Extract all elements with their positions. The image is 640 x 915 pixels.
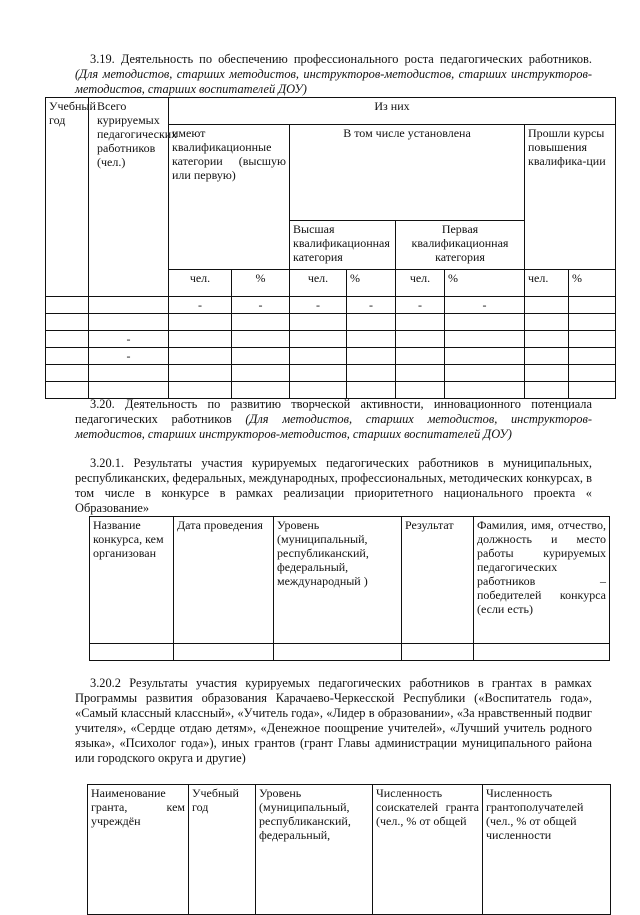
table-row (46, 297, 616, 314)
header-total: Всего курируемых педагогических работников (чел.) (89, 98, 169, 297)
section-3-20-1-heading (75, 456, 592, 516)
header-level: Уровень (муниципальный, республиканский, федеральный, международный ) (274, 517, 402, 644)
header-result: Результат (402, 517, 474, 644)
header-highest-category: Высшая квалификационная категория (290, 221, 396, 270)
dash-cell: - (347, 297, 396, 314)
unit-people: чел. (525, 270, 569, 297)
dash-cell: - (290, 297, 347, 314)
dash-cell: - (445, 297, 525, 314)
dash-cell: - (89, 331, 169, 348)
section-3-19-heading (75, 52, 592, 97)
contests-table (89, 516, 610, 661)
unit-people: чел. (290, 270, 347, 297)
header-winners: Фамилия, имя, отчество, должность и место работы курируемых педагогических работников – победителей конкурса (если есть) (474, 517, 610, 644)
header-year: Учебный год (189, 785, 256, 915)
table-row (46, 314, 616, 331)
section-3-20-text: 3.20. Деятельность по развитию творческой активности, инновационного потенциала педагогических работников (75, 397, 592, 426)
dash-cell: - (89, 348, 169, 365)
table-row (90, 644, 610, 661)
unit-percent: % (347, 270, 396, 297)
unit-percent: % (232, 270, 290, 297)
section-3-20-note: (Для методистов, старших методистов, инструкторов-методистов, старших инструкторов-методистов, старших воспитателей ДОУ) (75, 412, 592, 441)
unit-people: чел. (396, 270, 445, 297)
dash-cell: - (169, 297, 232, 314)
header-of-them: Из них (169, 98, 616, 125)
table-row (46, 331, 616, 348)
unit-people: чел. (169, 270, 232, 297)
section-3-20-2-heading (75, 676, 592, 766)
grants-table (87, 784, 611, 915)
table-row (46, 348, 616, 365)
dash-cell: - (396, 297, 445, 314)
section-3-19-text: 3.19. Деятельность по обеспечению профессионального роста педагогических работников. (90, 52, 592, 66)
header-contest-name: Название конкурса, кем организован (90, 517, 174, 644)
header-passed-courses: Прошли курсы повышения квалифика-ции (525, 125, 616, 270)
professional-growth-table (45, 97, 616, 399)
unit-percent: % (445, 270, 525, 297)
section-3-20-2-text: 3.20.2 Результаты участия курируемых педагогических работников в грантах в рамках Программы развития образования Карачаево-Черкесской Республики («Воспитатель года», «Самый классный классный», «Учитель года», «Лидер в образовании», «За нравственный подвиг учителя», «Сердце отдаю детям», «Денежное поощрение учителей», «Лучший учитель родного языка», «Психолог года»), иных грантов (грант Главы администрации муниципального района или городского округа и другие) (75, 676, 592, 765)
header-have-categories: имеют квалификационные категории (высшую или первую) (169, 125, 290, 270)
section-3-20-heading (75, 397, 592, 442)
header-recipients: Численность грантополучателей (чел., % от общей численности (483, 785, 611, 915)
unit-percent: % (569, 270, 616, 297)
section-3-19-note: (Для методистов, старших методистов, инструкторов-методистов, старших инструкторов-методистов, старших воспитателей ДОУ) (75, 67, 592, 96)
table-row (46, 365, 616, 382)
header-level: Уровень (муниципальный, республиканский, федеральный, (256, 785, 373, 915)
header-applicants: Численность соискателей гранта (чел., % от общей (373, 785, 483, 915)
table-row (46, 382, 616, 399)
section-3-20-1-text: 3.20.1. Результаты участия курируемых педагогических работников в муниципальных, республиканских, федеральных, международных, профессиональных, методических конкурсах, в том числе в конкурсе в рамках реализации приоритетного национального проекта « Образование» (75, 456, 592, 515)
header-grant-name: Наименование гранта, кем учреждён (88, 785, 189, 915)
dash-cell: - (232, 297, 290, 314)
header-date: Дата проведения (174, 517, 274, 644)
header-first-category: Первая квалификационная категория (396, 221, 525, 270)
header-year: Учебный год (46, 98, 89, 297)
header-including: В том числе установлена (290, 125, 525, 221)
